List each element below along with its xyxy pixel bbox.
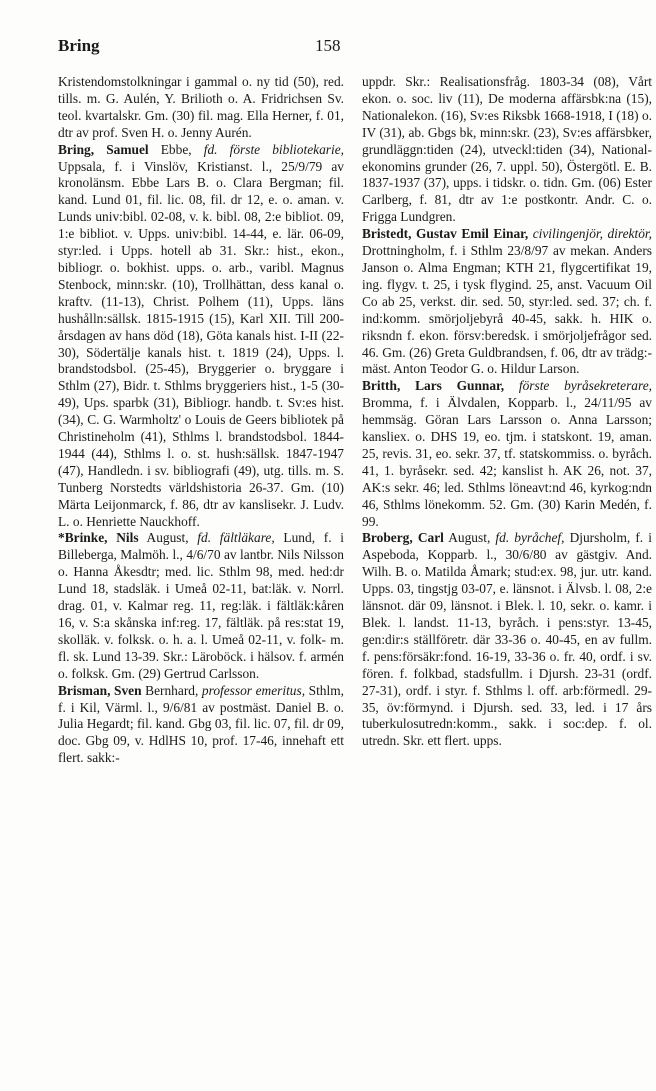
entry-text: uppdr. Skr.: Realisationsfråg. 1803-34 (08), Vårt ekon. o. soc. liv (11), De moderna affärsbk:na (15), Nationalekon. (16), Sv:es Riksbk 1668-1918, I (18) o. IV (31), ab. Gbgs bk, minn:skr. (23), Sv:es affärsbker, grundläggn:tiden (24), utveckl:tiden (34), Nationalekonomins grunder (26, 7. uppl. 50), Östergötl. E. B. 1837-1937 (37), upps. i tidskr. o. tidn. Gm. (06) Ester Carlberg, f. 81, dtr av 1:e postkontr. Andr. C. o. Frigga Lundgren. (362, 74, 652, 225)
left-column (58, 74, 344, 767)
entry-given-rest: August, (138, 530, 198, 546)
entry-text: Djursholm, f. i Aspeboda, Kopparb. l., 30/6/80 av gästgiv. And. Wilh. B. o. Matilda Åmark; stud:ex. 98, jur. utr. kand. Upps. 03, tingstjg 03-07, e. länsnot. i Älvsb. l. 08, 2:e länsnot. där 09, länsnot. i Blek. l. 10, sekr. o. kamr. i Blek. l. landst. 11-13, byråch. i pens:styr. 13-45, gen:dir:s ställföretr. där 33-36 o. 40-45, en av fullm. f. pens:försäkr:fond. 16-19, 33-36 o. fr. 40, ordf. i sv. fören. f. folkbad, stadsfullm. i Djursh. 23-31 (ordf. 27-31), ordf. i styr. f. Sthlms l. off. arb:förmedl. 29-35, öv:förmynd. i Djursh. sed. 33, led. i 17 års tuberkulosutredn:komm., sakk. i soc:dep. f. ol. utredn. Skr. ett flert. upps. (362, 530, 652, 749)
entry-given-rest: August, (443, 530, 496, 546)
entry-text: Kristendomstolkningar i gammal o. ny tid (50), red. tills. m. G. Aulén, Y. Brilioth o. A. Fridrichsen Sv. teol. kvartalskr. Gm. (30) fil. mag. Ella Herner, f. 01, dtr av prof. Sven H. o. Jenny Aurén. (58, 74, 344, 140)
entry-given-name: Nils (116, 530, 139, 546)
entry-given-name: Lars Gunnar, (415, 378, 505, 394)
entry-given-rest (504, 378, 519, 393)
entry-text: Bromma, f. i Älvdalen, Kopparb. l., 24/11/95 av hemmsäg. Göran Lars Larsson o. Anna Larsson; kansliex. o. DHS 19, eo. tjm. i statskont. 19, aman. 25, revis. 31, eo. sekr. 37, tf. statskommiss. o. byråch. 41, 1. byråsekr. sed. 42; kanslist h. AK 26, not. 37, AK:s sekr. 46; led. Sthlms löneavt:nd 46, kyrkog:ndn 46, Sthlms lönekomm. 52. Gm. (30) Karin Medén, f. 99. (362, 395, 652, 529)
entry-role: professor emeritus, (201, 682, 306, 698)
entry-given-name: Carl (417, 530, 444, 546)
entry-text: Drottningholm, f. i Sthlm 23/8/97 av mekan. Anders Janson o. Alma Engman; KTH 21, flygcertifikat 19, ing. flygv. t. 25, i tysk flygind. 25, anst. Vacuum Oil Co ab 25, verkst. dir. sed. 50, styr:led. sed. 37; ch. f. ind:komm. smörjoljebyrå 40-45, sakk. h. HIK o. riksndn f. ekon. försv:beredsk. i smörjoljefrågor sed. 46. Gm. (26) Greta Guldbrandsen, f. 06, dtr av trädg:mäst. Anton Teodor G. o. Hildur Larson. (362, 243, 652, 377)
entry-text: Sthlm, f. i Kil, Värml. l., 9/6/81 av postmäst. Daniel B. o. Julia Hegardt; fil. kand. Gbg 03, fil. lic. 07, fil. dr 09, doc. Gbg 09, v. HdlHS 10, prof. 17-46, innehaft ett flert. sakk:- (58, 682, 344, 766)
entry-britth-lars (362, 378, 652, 530)
entry-text: Uppsala, f. i Vinslöv, Kristianst. l., 25/9/79 av kronolänsm. Ebbe Lars B. o. Clara Bergman; fil. kand. Lund 01, fil. lic. 08, fil. dr 12, e. o. aman. v. Lunds univ:bibl. 02-08, v. k. bibl. 08, 2:e bibliot. 09, 1:e bibliot. v. Upps. univ:bibl. 14-44, e. lär. 06-09, styr:led. i Upps. hotell ab 31. Skr.: hist., ekon., bibliogr. o. bokhist. upps. o. arb., varibl. Magnus Stenbock, minn:skr. (10), Trollhättan, dess kanal o. kraftv. (11-13), Christ. Polhem (11), Upps. läns hushålln:sällsk. 1815-1915 (15), Karl XII. Till 200-årsdagen av hans död (18), Göta kanals hist. I-II (22-30), Södertälje kanals hist. t. 1819 (24), Upps. l. brandstodsbol. (25-45), Bryggerier o. bryggare i Sthlm (27), Bidr. t. Sthlms bryggeriers hist., 1-5 (30-49), Ups. sparbk (31), Bibliogr. handb. t. Sv:es hist. (34), C. G. Warmholtz' o Louis de Geers bibliotek på Christineholm (41), Sthlms l. brandstodsbol. 1844-1944 (44), Sthlms l. o. st. hush:sällsk. 1847-1947 (47), Handledn. i sv. bibliografi (49), utg. tills. m. S. Tunberg Norstedts världshistoria 26-37. Gm. (10) Märta Leijonmarck, f. 86, dtr av kanslisekr. J. Ludv. L. o. Henriette Nauckhoff. (58, 158, 344, 529)
entry-role: civilingenjör, direktör, (532, 226, 652, 242)
entry-surname: Broberg, (362, 530, 413, 546)
entry-surname: Brinke, (64, 530, 108, 546)
entry-star: * (58, 530, 65, 546)
right-column (362, 74, 652, 750)
entry-given-rest: Bernhard, (141, 682, 202, 698)
page-number: 158 (315, 36, 341, 55)
entry-role: fd. byråchef, (495, 530, 565, 546)
entry-brinke-nils (58, 530, 344, 682)
entry-surname: Bring, (58, 141, 95, 157)
entry-role: fd. fältläkare, (197, 530, 275, 546)
entry-role: förste byråsekreterare, (518, 378, 652, 394)
entry-bring-samuel (58, 142, 344, 531)
page-headword: Bring (58, 36, 100, 55)
entry-continuation (58, 74, 344, 142)
entry-given-name: Samuel (106, 141, 149, 157)
entry-given-name: Gustav Emil Einar, (415, 226, 529, 242)
entry-given-name: Sven (114, 682, 142, 698)
entry-continuation-right (362, 74, 652, 226)
running-head (58, 36, 610, 62)
entry-broberg-carl (362, 530, 652, 750)
entry-role: fd. förste bibliotekarie, (203, 141, 344, 157)
entry-bristedt-gustav (362, 226, 652, 378)
entry-given-rest: Ebbe, (148, 141, 204, 157)
entry-brisman-sven (58, 683, 344, 768)
entry-surname: Brisman, (58, 682, 111, 698)
entry-text: Lund, f. i Billeberga, Malmöh. l., 4/6/70 av lantbr. Nils Nilsson o. Hanna Åkesdtr; med. lic. Sthlm 98, med. hed:dr Lund 18, stadsläk. i Umeå 02-11, bat:läk. v. Norrl. drag. 01, v. Kalmar reg. 11, reg:läk. i fältläk:kåren 16, v. S:a skånska inf:reg. 17, fältläk. på res:stat 19, skolläk. v. folksk. o. h. a. l. Umeå 02-11, v. folk- m. fl. sk. Lund 13-39. Skr.: Läroböck. i hälsov. f. armén o. folksk. Gm. (29) Gertrud Carlsson. (58, 530, 345, 681)
entry-surname: Britth, (362, 378, 401, 394)
entry-surname: Bristedt, (362, 226, 412, 242)
